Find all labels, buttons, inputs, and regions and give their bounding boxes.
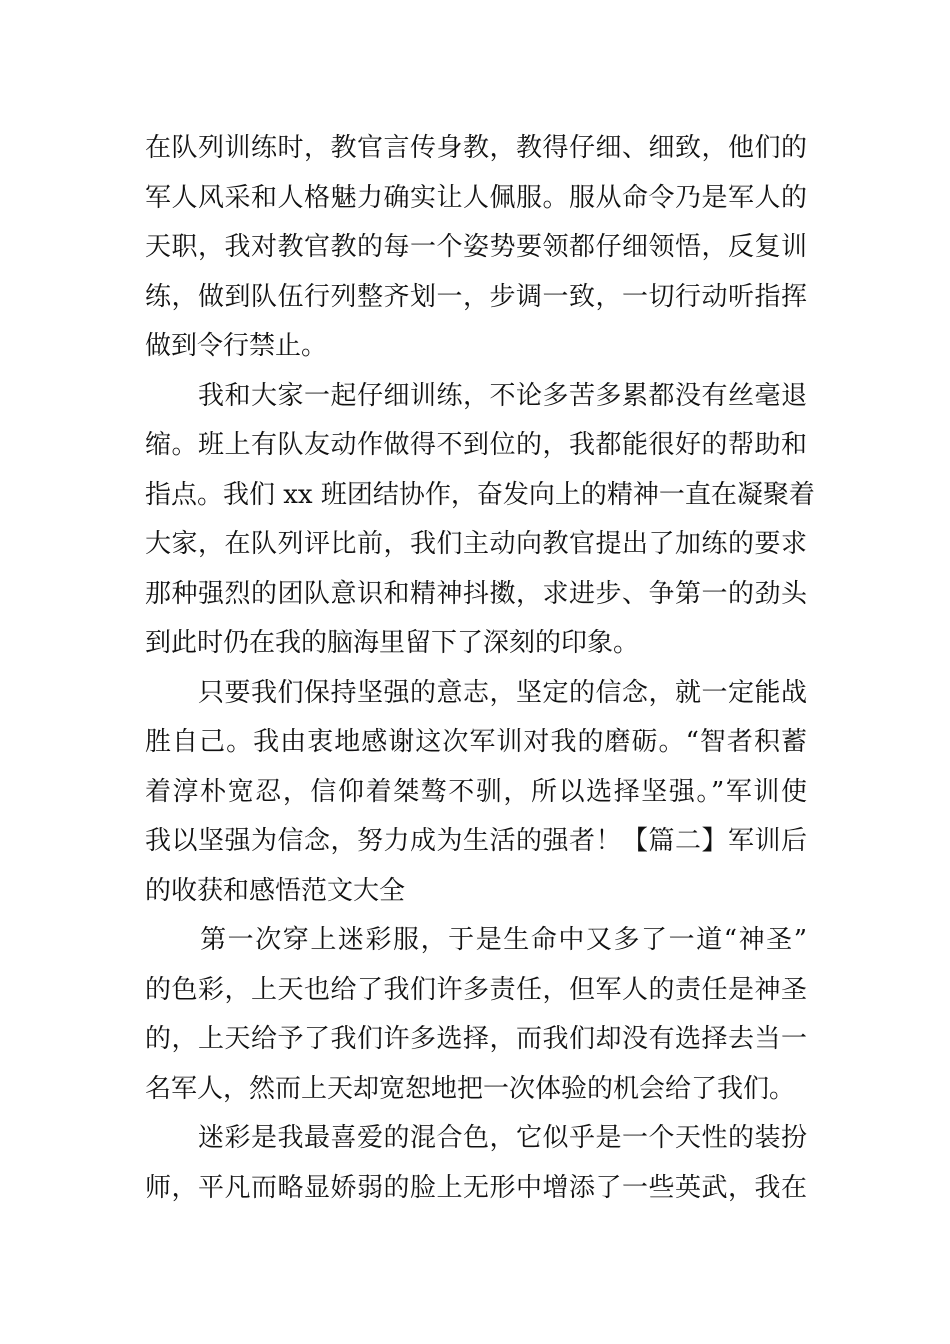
text-line: 我以坚强为信念，努力成为生活的强者！【篇二】军训后 <box>145 826 807 856</box>
text-line: 胜自己。我由衷地感谢这次军训对我的磨砺。“智者积蓄 <box>145 727 807 757</box>
text-line: 大家，在队列评比前，我们主动向教官提出了加练的要求 <box>145 529 807 559</box>
text-line: 的，上天给予了我们许多选择，而我们却没有选择去当一 <box>145 1024 807 1054</box>
text-line: 只要我们保持坚强的意志，坚定的信念，就一定能战 <box>145 677 807 708</box>
text-line: 做到令行禁止。 <box>145 331 328 361</box>
text-line: 缩。班上有队友动作做得不到位的，我都能很好的帮助和 <box>145 430 807 460</box>
text-line: 指点。我们 xx 班团结协作，奋发向上的精神一直在凝聚着 <box>145 479 815 510</box>
text-line: 的色彩，上天也给了我们许多责任，但军人的责任是神圣 <box>145 974 807 1005</box>
text-line: 迷彩是我最喜爱的混合色，它似乎是一个天性的装扮 <box>145 1123 807 1153</box>
document-body <box>145 124 815 1213</box>
text-line: 那种强烈的团队意识和精神抖擞，求进步、争第一的劲头 <box>145 578 807 609</box>
text-line: 到此时仍在我的脑海里留下了深刻的印象。 <box>145 628 640 658</box>
text-line: 名军人，然而上天却宽恕地把一次体验的机会给了我们。 <box>145 1073 796 1104</box>
text-line: 军人风采和人格魅力确实让人佩服。服从命令乃是军人的 <box>145 182 807 213</box>
text-line: 第一次穿上迷彩服，于是生命中又多了一道“神圣” <box>145 925 807 955</box>
text-line: 在队列训练时，教官言传身教，教得仔细、细致，他们的 <box>145 133 807 163</box>
text-line: 师，平凡而略显娇弱的脸上无形中增添了一些英武，我在 <box>145 1172 807 1203</box>
text-line: 我和大家一起仔细训练，不论多苦多累都没有丝毫退 <box>145 380 807 411</box>
text-line: 天职，我对教官教的每一个姿势要领都仔细领悟，反复训 <box>145 232 807 262</box>
text-line: 着淳朴宽忍，信仰着桀骜不驯，所以选择坚强。”军训使 <box>145 776 807 807</box>
text-line: 的收获和感悟范文大全 <box>145 875 406 906</box>
text-line: 练，做到队伍行列整齐划一，步调一致，一切行动听指挥 <box>145 281 807 312</box>
